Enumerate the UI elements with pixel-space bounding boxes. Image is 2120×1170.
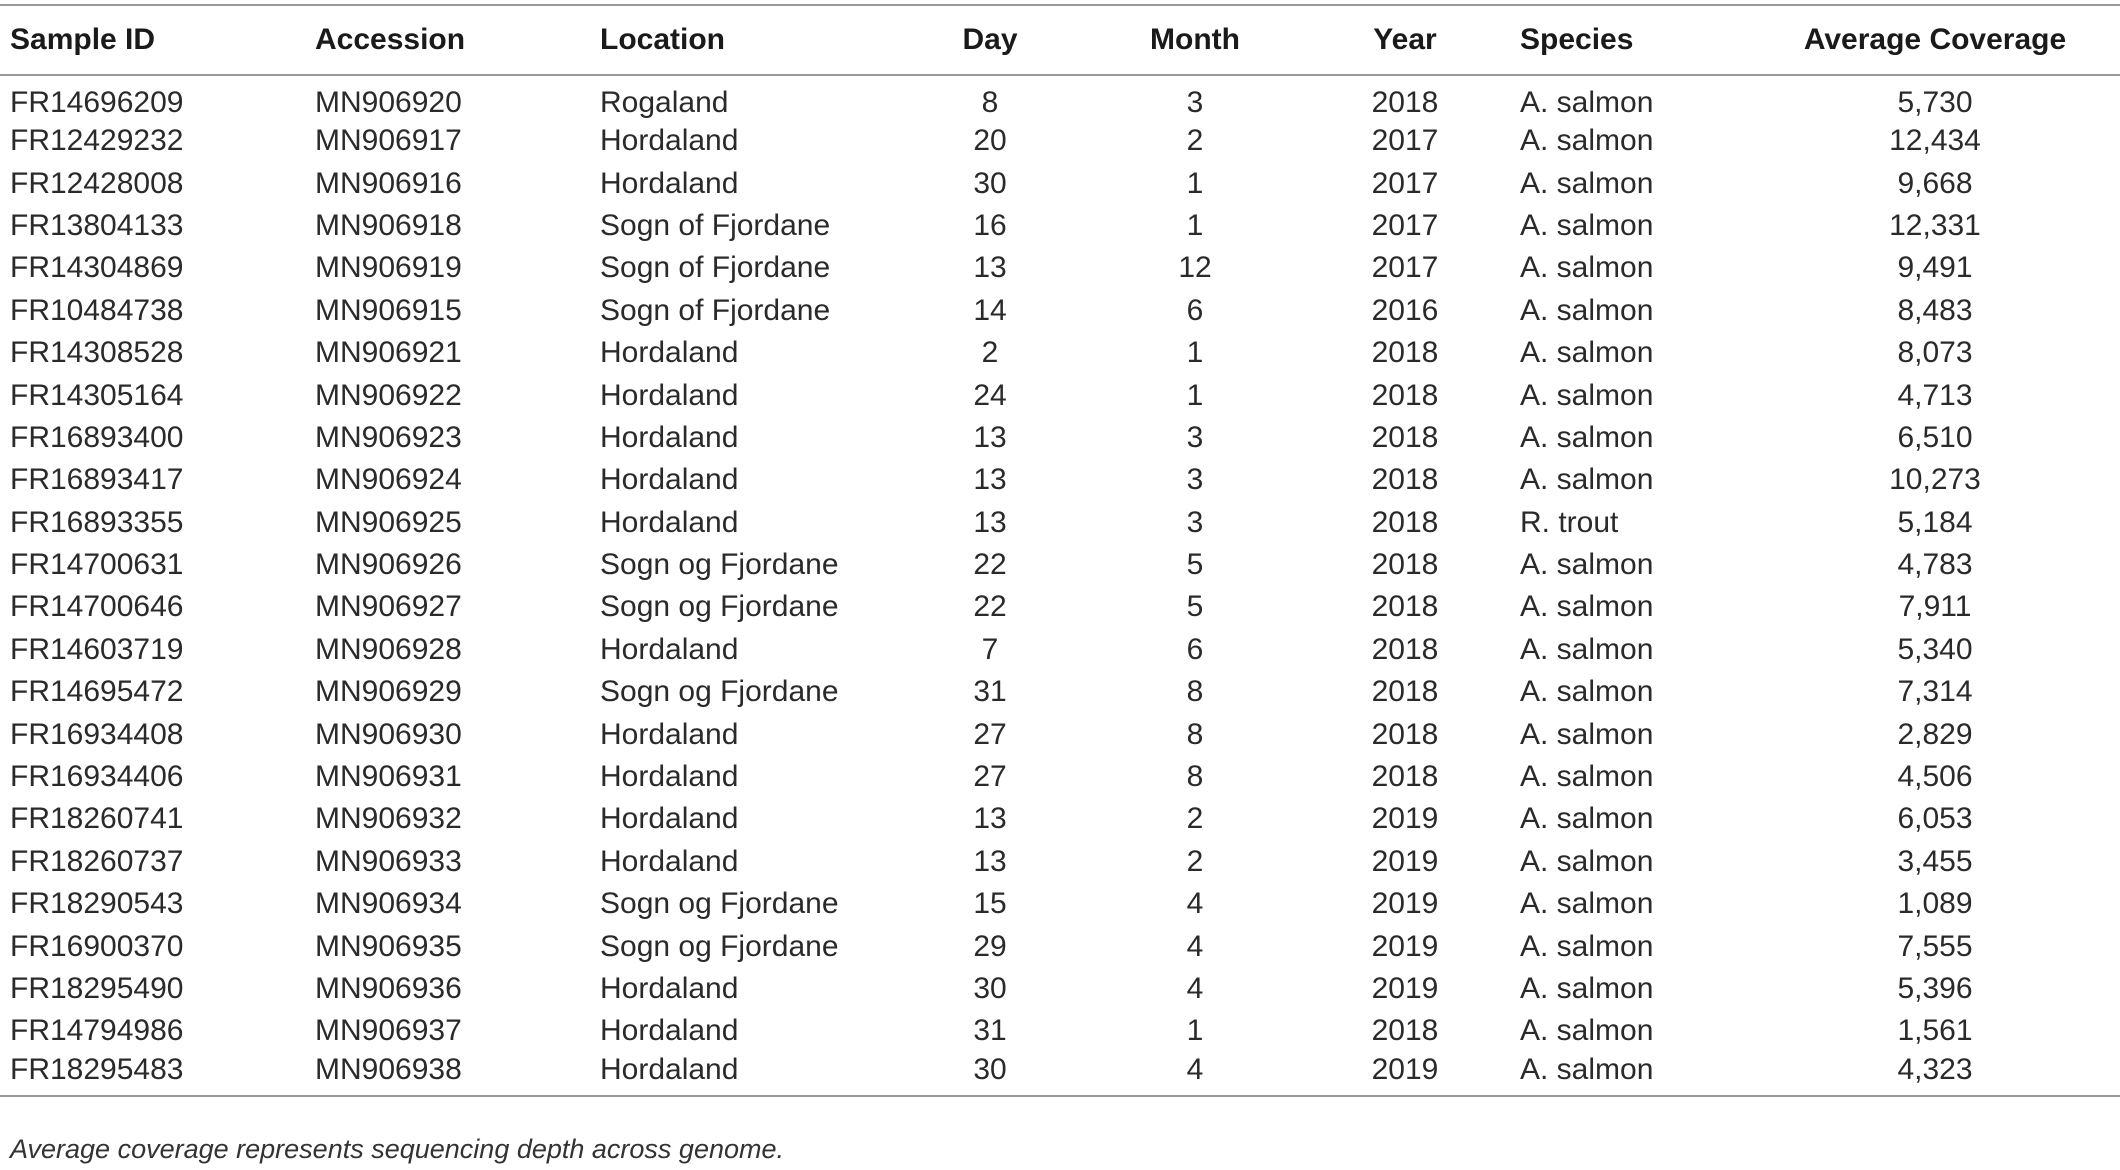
header-year: Year [1373,23,1437,56]
cell-month: 1 [1186,378,1204,412]
cell-average-coverage: 4,323 [1897,1052,1973,1086]
cell-year: 2019 [1371,802,1439,836]
cell-species: A. salmon [1520,1052,1654,1086]
cell-day: 13 [973,844,1007,878]
cell-accession: MN906938 [315,1052,462,1086]
cell-year: 2019 [1371,929,1439,963]
cell-location: Hordaland [600,420,739,454]
cell-day: 22 [973,548,1007,582]
cell-location: Hordaland [600,166,739,200]
cell-sample-id: FR16934406 [10,760,184,794]
cell-month: 8 [1186,717,1204,751]
cell-sample-id: FR16893355 [10,505,184,539]
table-row [0,713,2120,755]
cell-day: 24 [973,378,1007,412]
cell-day: 20 [973,124,1007,158]
cell-accession: MN906937 [315,1014,462,1048]
cell-average-coverage: 5,396 [1897,972,1973,1005]
cell-month: 2 [1186,124,1204,158]
cell-accession: MN906924 [315,463,462,497]
cell-species: A. salmon [1520,420,1654,454]
cell-location: Sogn og Fjordane [600,548,839,582]
cell-day: 29 [973,929,1007,963]
cell-sample-id: FR18260741 [10,802,184,836]
cell-sample-id: FR14308528 [10,336,184,370]
table-row [0,332,2120,374]
cell-average-coverage: 1,561 [1897,1014,1973,1048]
cell-sample-id: FR16893400 [10,420,184,454]
cell-accession: MN906915 [315,293,462,327]
cell-sample-id: FR18295490 [10,972,184,1005]
cell-accession: MN906931 [315,760,462,794]
cell-sample-id: FR14700631 [10,548,184,582]
cell-month: 3 [1186,420,1204,454]
cell-year: 2017 [1371,124,1439,158]
cell-location: Sogn og Fjordane [600,929,839,963]
cell-species: A. salmon [1520,548,1654,582]
cell-accession: MN906933 [315,844,462,878]
cell-day: 7 [981,632,999,666]
cell-average-coverage: 8,073 [1897,336,1973,370]
cell-accession: MN906919 [315,251,462,285]
table-row [0,841,2120,883]
cell-month: 4 [1186,929,1204,963]
cell-average-coverage: 4,506 [1897,760,1973,794]
cell-species: A. salmon [1520,86,1654,119]
cell-location: Hordaland [600,505,739,539]
table-row [0,756,2120,798]
cell-sample-id: FR10484738 [10,293,184,327]
cell-day: 31 [973,1014,1007,1048]
cell-month: 3 [1186,505,1204,539]
cell-species: A. salmon [1520,632,1654,666]
cell-day: 13 [973,802,1007,836]
cell-year: 2018 [1371,1014,1439,1048]
cell-month: 4 [1186,887,1204,921]
cell-species: A. salmon [1520,844,1654,878]
cell-accession: MN906930 [315,717,462,751]
cell-average-coverage: 8,483 [1897,293,1973,327]
cell-sample-id: FR14304869 [10,251,184,285]
cell-accession: MN906922 [315,378,462,412]
cell-sample-id: FR14696209 [10,86,184,119]
table-row [0,162,2120,204]
cell-average-coverage: 3,455 [1897,844,1973,878]
cell-year: 2017 [1371,166,1439,200]
cell-year: 2018 [1371,420,1439,454]
cell-year: 2018 [1371,505,1439,539]
cell-year: 2016 [1371,293,1439,327]
header-row [0,5,2120,75]
cell-average-coverage: 5,340 [1897,632,1973,666]
cell-species: A. salmon [1520,760,1654,794]
header-sample-id: Sample ID [10,23,156,56]
header-average-coverage: Average Coverage [1803,23,2067,56]
cell-sample-id: FR13804133 [10,208,184,242]
cell-species: A. salmon [1520,166,1654,200]
cell-species: A. salmon [1520,590,1654,624]
cell-day: 16 [973,208,1007,242]
cell-species: R. trout [1520,505,1619,539]
cell-location: Hordaland [600,760,739,794]
table-row [0,1053,2120,1096]
cell-day: 22 [973,590,1007,624]
cell-year: 2018 [1371,590,1439,624]
cell-year: 2019 [1371,1052,1439,1086]
cell-month: 1 [1186,166,1204,200]
cell-month: 2 [1186,844,1204,878]
table-header [0,5,2120,75]
cell-sample-id: FR14695472 [10,675,184,709]
cell-location: Hordaland [600,463,739,497]
cell-sample-id: FR12429232 [10,124,184,158]
cell-sample-id: FR14603719 [10,632,184,666]
cell-average-coverage: 10,273 [1889,463,1981,497]
table-row [0,968,2120,1010]
cell-day: 27 [973,760,1007,794]
cell-location: Sogn og Fjordane [600,887,839,921]
table-row [0,502,2120,544]
cell-month: 4 [1186,1052,1204,1086]
cell-year: 2017 [1371,208,1439,242]
cell-species: A. salmon [1520,378,1654,412]
cell-day: 30 [973,972,1007,1005]
cell-sample-id: FR14700646 [10,590,184,624]
table-row [0,247,2120,289]
header-day: Day [962,23,1018,56]
cell-day: 31 [973,675,1007,709]
cell-average-coverage: 9,491 [1897,251,1973,285]
cell-year: 2018 [1371,336,1439,370]
table-row [0,883,2120,925]
table-row [0,586,2120,628]
cell-sample-id: FR14794986 [10,1014,184,1048]
header-species: Species [1520,23,1634,56]
cell-location: Sogn og Fjordane [600,590,839,624]
table-row [0,629,2120,671]
cell-month: 3 [1186,463,1204,497]
cell-day: 8 [981,86,999,119]
cell-species: A. salmon [1520,972,1654,1005]
cell-month: 8 [1186,760,1204,794]
header-month: Month [1150,23,1240,56]
cell-location: Hordaland [600,336,739,370]
cell-average-coverage: 7,911 [1898,590,1972,624]
cell-species: A. salmon [1520,929,1654,963]
cell-month: 5 [1186,590,1204,624]
cell-day: 15 [973,887,1007,921]
cell-sample-id: FR14305164 [10,378,184,412]
cell-location: Sogn of Fjordane [600,208,831,242]
cell-location: Hordaland [600,378,739,412]
header-location: Location [600,23,725,56]
cell-species: A. salmon [1520,124,1654,158]
cell-sample-id: FR18260737 [10,844,184,878]
cell-month: 3 [1186,86,1204,119]
cell-day: 13 [973,505,1007,539]
cell-species: A. salmon [1520,336,1654,370]
sample-table-container [0,4,2120,1097]
cell-year: 2018 [1371,675,1439,709]
cell-month: 4 [1186,972,1204,1005]
cell-day: 27 [973,717,1007,751]
cell-year: 2018 [1371,86,1439,119]
table-row [0,798,2120,840]
cell-accession: MN906926 [315,548,462,582]
cell-average-coverage: 6,053 [1897,802,1973,836]
cell-sample-id: FR18290543 [10,887,184,921]
table-row [0,290,2120,332]
cell-location: Sogn og Fjordane [600,675,839,709]
cell-accession: MN906927 [315,590,462,624]
cell-month: 6 [1186,632,1204,666]
table-row [0,925,2120,967]
cell-month: 5 [1186,548,1204,582]
cell-day: 14 [973,293,1007,327]
cell-day: 13 [973,420,1007,454]
header-accession: Accession [315,23,466,56]
cell-location: Hordaland [600,1052,739,1086]
cell-average-coverage: 5,184 [1897,505,1973,539]
cell-day: 30 [973,166,1007,200]
cell-sample-id: FR16893417 [10,463,184,497]
table-row [0,1010,2120,1052]
cell-accession: MN906923 [315,420,462,454]
cell-location: Hordaland [600,717,739,751]
cell-month: 12 [1178,251,1212,285]
cell-location: Sogn of Fjordane [600,251,831,285]
table-row [0,459,2120,501]
cell-average-coverage: 7,555 [1897,929,1973,963]
cell-accession: MN906925 [315,505,462,539]
cell-day: 13 [973,463,1007,497]
table-row [0,120,2120,162]
cell-year: 2019 [1371,887,1439,921]
cell-month: 8 [1186,675,1204,709]
cell-day: 13 [973,251,1007,285]
cell-sample-id: FR16934408 [10,717,184,751]
cell-species: A. salmon [1520,251,1654,285]
cell-species: A. salmon [1520,293,1654,327]
cell-species: A. salmon [1520,1014,1654,1048]
cell-average-coverage: 5,730 [1897,86,1973,119]
cell-accession: MN906916 [315,166,462,200]
table-row [0,374,2120,416]
cell-accession: MN906936 [315,972,462,1005]
cell-accession: MN906928 [315,632,462,666]
cell-sample-id: FR16900370 [10,929,184,963]
cell-year: 2019 [1371,972,1439,1005]
cell-average-coverage: 9,668 [1897,166,1973,200]
cell-location: Rogaland [600,86,729,119]
cell-average-coverage: 12,434 [1889,124,1981,158]
table-row [0,671,2120,713]
cell-average-coverage: 6,510 [1897,420,1973,454]
cell-month: 6 [1186,293,1204,327]
cell-year: 2018 [1371,463,1439,497]
cell-year: 2018 [1371,378,1439,412]
cell-average-coverage: 12,331 [1889,208,1981,242]
table-footnote: Average coverage represents sequencing depth across genome. [10,1134,784,1164]
table-row [0,544,2120,586]
cell-accession: MN906921 [315,336,462,370]
cell-day: 30 [973,1052,1007,1086]
cell-location: Hordaland [600,802,739,836]
cell-accession: MN906935 [315,929,462,963]
cell-month: 1 [1186,336,1204,370]
cell-location: Sogn of Fjordane [600,293,831,327]
cell-species: A. salmon [1520,675,1654,709]
cell-species: A. salmon [1520,802,1654,836]
cell-location: Hordaland [600,972,739,1005]
cell-sample-id: FR18295483 [10,1052,184,1086]
cell-month: 1 [1186,208,1204,242]
cell-average-coverage: 7,314 [1897,675,1973,709]
cell-year: 2017 [1371,251,1439,285]
cell-species: A. salmon [1520,208,1654,242]
cell-year: 2019 [1371,844,1439,878]
table-body [0,75,2120,1096]
cell-location: Hordaland [600,632,739,666]
cell-location: Hordaland [600,1014,739,1048]
cell-year: 2018 [1371,548,1439,582]
table-row [0,205,2120,247]
cell-accession: MN906920 [315,86,462,119]
cell-average-coverage: 4,783 [1897,548,1973,582]
cell-location: Hordaland [600,844,739,878]
cell-day: 2 [981,336,999,370]
cell-year: 2018 [1371,717,1439,751]
cell-month: 2 [1186,802,1204,836]
cell-year: 2018 [1371,632,1439,666]
cell-species: A. salmon [1520,887,1654,921]
cell-accession: MN906932 [315,802,462,836]
cell-average-coverage: 4,713 [1897,378,1973,412]
table-row [0,75,2120,120]
cell-month: 1 [1186,1014,1204,1048]
sample-table [0,4,2120,1097]
table-row [0,417,2120,459]
cell-accession: MN906917 [315,124,462,158]
cell-sample-id: FR12428008 [10,166,184,200]
cell-average-coverage: 1,089 [1897,887,1973,921]
cell-location: Hordaland [600,124,739,158]
cell-species: A. salmon [1520,463,1654,497]
cell-average-coverage: 2,829 [1897,717,1973,751]
cell-accession: MN906929 [315,675,462,709]
cell-accession: MN906918 [315,208,462,242]
cell-accession: MN906934 [315,887,462,921]
cell-year: 2018 [1371,760,1439,794]
cell-species: A. salmon [1520,717,1654,751]
